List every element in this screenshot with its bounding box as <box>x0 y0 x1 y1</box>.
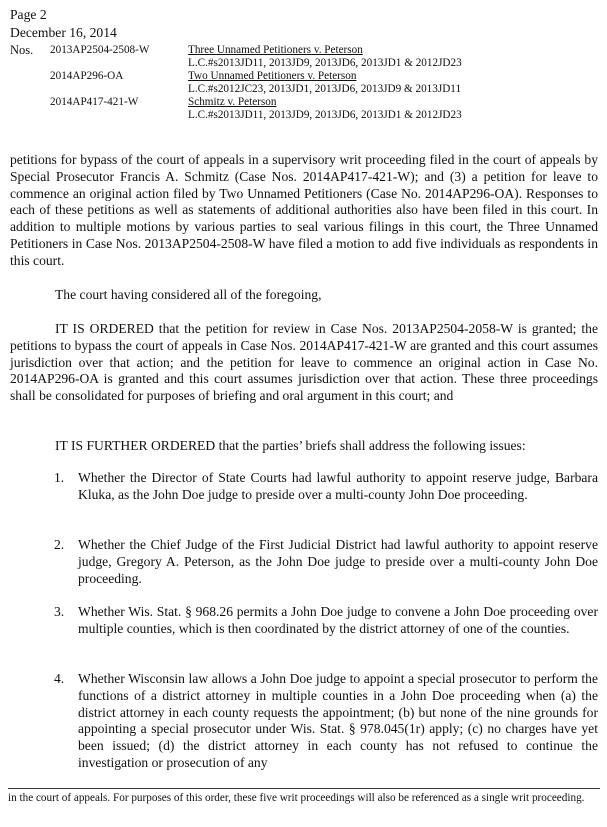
background-paragraph: petitions for bypass of the court of appeals in a supervisory writ proceeding filed in the court of appeals by Special Prosecutor Francis A. Schmitz (Case Nos. 2014AP417-421-W); and (3) a petition for leave to commence an original action filed by Two Unnamed Petitioners (Case No. 2014AP296-OA). Responses to each of these petitions as well as statements of additional authorities also have been filed in this court. In addition to multiple motions by various parties to seal various filings in this court, the Three Unnamed Petitioners in Case Nos. 2013AP2504-2508-W have filed a motion to add five individuals as respondents in this court. <box>10 152 598 268</box>
case-number: 2013AP2504-2508-W <box>50 44 150 56</box>
case-title: Two Unnamed Petitioners v. Peterson <box>188 70 357 82</box>
issue-number: 1. <box>54 470 65 485</box>
page-number: Page 2 <box>10 7 47 22</box>
lower-court-numbers: L.C.#s2012JC23, 2013JD1, 2013JD6, 2013JD9 & 2013JD11 <box>188 83 462 95</box>
case-number: 2014AP417-421-W <box>50 96 139 108</box>
issue-text: Whether Wisconsin law allows a John Doe judge to appoint a special prosecutor to perform the functions of a district attorney in multiple counties in a John Doe proceeding when (a) the district attorney in each county requests the appointment; (b) but none of the nine grounds for appointing a special prosecutor under Wis. Stat. § 978.045(1r) apply; (c) no charges have yet been issued; (d) the district attorney in each county has not refused to continue the investigation or prosecution of any <box>78 671 598 770</box>
footnote-text: in the court of appeals. For purposes of this order, these five writ proceedings will also be referenced as a single writ proceeding. <box>8 792 585 804</box>
issue-text: Whether the Director of State Courts had lawful authority to appoint reserve judge, Barbara Kluka, as the John Doe judge to preside over a multi-county John Doe proceeding. <box>78 470 598 502</box>
issue-text: Whether Wis. Stat. § 968.26 permits a John Doe judge to convene a John Doe proceeding over multiple counties, which is then coordinated by the district attorney of one of the counties. <box>78 604 598 636</box>
order-paragraph: IT IS ORDERED that the petition for review in Case Nos. 2013AP2504-2058-W is granted; the petitions to bypass the court of appeals in Case Nos. 2014AP417-421-W are granted and this court assumes jurisdiction over that action; and the petition for leave to commence an original action in Case No. 2014AP296-OA is granted and this court assumes jurisdiction over that action. These three proceedings shall be consolidated for purposes of briefing and oral argument in this court; and <box>10 321 598 404</box>
lower-court-numbers: L.C.#s2013JD11, 2013JD9, 2013JD6, 2013JD1 & 2012JD23 <box>188 57 462 69</box>
issue-item <box>54 604 598 638</box>
nos-label: Nos. <box>10 43 34 57</box>
issue-item <box>54 537 598 587</box>
issue-item <box>54 470 598 504</box>
case-title: Three Unnamed Petitioners v. Peterson <box>188 44 363 56</box>
lower-court-numbers: L.C.#s2013JD11, 2013JD9, 2013JD6, 2013JD1 & 2012JD23 <box>188 109 462 121</box>
issue-number: 3. <box>54 604 65 619</box>
footnote-divider <box>8 788 600 789</box>
issue-number: 2. <box>54 537 65 552</box>
consideration-paragraph: The court having considered all of the foregoing, <box>55 287 322 302</box>
order-date: December 16, 2014 <box>10 25 117 40</box>
further-order-paragraph: IT IS FURTHER ORDERED that the parties’ briefs shall address the following issues: <box>55 438 526 453</box>
issue-number: 4. <box>54 671 65 686</box>
issue-text: Whether the Chief Judge of the First Judicial District had lawful authority to appoint reserve judge, Gregory A. Peterson, as the John Doe judge to preside over a multi-county John Doe proceeding. <box>78 537 598 586</box>
issue-item <box>54 671 598 772</box>
case-number: 2014AP296-OA <box>50 70 124 82</box>
case-title: Schmitz v. Peterson <box>188 96 277 108</box>
